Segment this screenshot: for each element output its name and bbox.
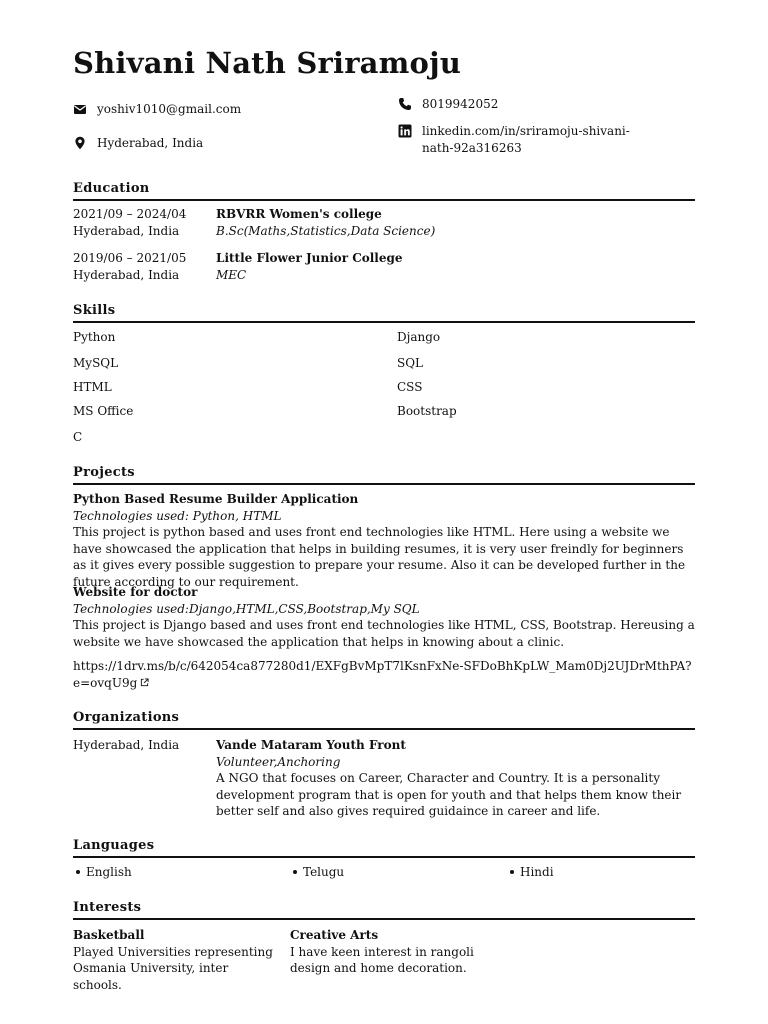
skill-item: CSS bbox=[397, 380, 423, 394]
section-title-education: Education bbox=[73, 180, 695, 201]
interest-item bbox=[290, 927, 490, 977]
envelope-icon bbox=[73, 102, 87, 116]
organization-place: Hyderabad, India bbox=[73, 738, 180, 752]
organization-name: Vande Mataram Youth Front bbox=[216, 738, 406, 752]
interest-title: Basketball bbox=[73, 928, 145, 942]
map-pin-icon bbox=[73, 136, 87, 150]
project-item bbox=[73, 584, 695, 691]
section-title-organizations: Organizations bbox=[73, 709, 695, 730]
location-text: Hyderabad, India bbox=[97, 136, 204, 150]
project-title: Website for doctor bbox=[73, 585, 198, 599]
education-school: RBVRR Women's college bbox=[216, 207, 382, 221]
education-school: Little Flower Junior College bbox=[216, 251, 403, 265]
contact-linkedin[interactable] bbox=[398, 123, 698, 157]
project-description: This project is python based and uses front end technologies like HTML. Here using a website we have showcased the application that helps in building resumes, it is very user freindly for beginners as it gives every possible suggestion to prepare your resume. Also it can be developed further in the future according to our requirement. bbox=[73, 525, 686, 589]
language-item bbox=[76, 864, 132, 881]
bullet-icon bbox=[293, 870, 297, 874]
organization-role: Volunteer,Anchoring bbox=[216, 754, 341, 769]
bullet-icon bbox=[76, 870, 80, 874]
email-text: yoshiv1010@gmail.com bbox=[97, 102, 242, 116]
contact-email[interactable] bbox=[73, 101, 241, 118]
project-description: This project is Django based and uses front end technologies like HTML, CSS, Bootstrap. Hereusing a website we have showcased the application that helps in knowing about a clinic. bbox=[73, 618, 695, 649]
skill-item: C bbox=[73, 430, 83, 444]
skill-item: HTML bbox=[73, 380, 112, 394]
organization-description: A NGO that focuses on Career, Character and Country. It is a personality development program that is open for youth and that helps them know their better self and also gives required guidaince in career and life. bbox=[216, 771, 682, 818]
skill-item: Python bbox=[73, 330, 116, 344]
interest-item bbox=[73, 927, 273, 993]
linkedin-icon bbox=[398, 124, 412, 138]
interest-title: Creative Arts bbox=[290, 928, 379, 942]
interest-description: I have keen interest in rangoli design and home decoration. bbox=[290, 944, 474, 975]
skill-item: MS Office bbox=[73, 404, 134, 418]
skill-item: Bootstrap bbox=[397, 404, 457, 418]
bullet-icon bbox=[510, 870, 514, 874]
interest-description: Played Universities representing Osmania University, inter schools. bbox=[73, 944, 273, 992]
candidate-name: Shivani Nath Sriramoju bbox=[73, 46, 462, 80]
project-tech: Technologies used: Python, HTML bbox=[73, 508, 282, 523]
section-title-interests: Interests bbox=[73, 899, 695, 920]
contact-location bbox=[73, 135, 203, 152]
education-dates: 2019/06 – 2021/05 bbox=[73, 251, 187, 265]
language-label: Hindi bbox=[520, 865, 554, 879]
skill-item: SQL bbox=[397, 356, 424, 370]
contact-phone[interactable] bbox=[398, 96, 498, 113]
language-item bbox=[293, 864, 344, 881]
project-item bbox=[73, 491, 695, 590]
organization-item bbox=[73, 737, 695, 827]
language-label: Telugu bbox=[303, 865, 345, 879]
education-item bbox=[73, 206, 695, 242]
project-tech: Technologies used:Django,HTML,CSS,Bootstrap,My SQL bbox=[73, 601, 420, 616]
linkedin-text: linkedin.com/in/sriramoju-shivani-nath-92a316263 bbox=[422, 124, 630, 155]
section-title-projects: Projects bbox=[73, 464, 695, 485]
language-item bbox=[510, 864, 554, 881]
skill-item: Django bbox=[397, 330, 441, 344]
external-link-icon bbox=[140, 678, 149, 687]
language-label: English bbox=[86, 865, 132, 879]
phone-icon bbox=[398, 97, 412, 111]
education-degree: B.Sc(Maths,Statistics,Data Science) bbox=[216, 224, 436, 238]
skill-item: MySQL bbox=[73, 356, 119, 370]
section-title-skills: Skills bbox=[73, 302, 695, 323]
education-place: Hyderabad, India bbox=[73, 224, 180, 238]
education-item bbox=[73, 250, 695, 286]
project-link[interactable] bbox=[73, 658, 695, 691]
education-place: Hyderabad, India bbox=[73, 268, 180, 282]
section-title-languages: Languages bbox=[73, 837, 695, 858]
education-degree: MEC bbox=[216, 268, 247, 282]
education-dates: 2021/09 – 2024/04 bbox=[73, 207, 187, 221]
project-link-text[interactable]: https://1drv.ms/b/c/642054ca877280d1/EXFgBvMpT7lKsnFxNe-SFDoBhKpLW_Mam0Dj2UJDrMthPA?e=ovqU9g bbox=[73, 659, 692, 690]
phone-text: 8019942052 bbox=[422, 97, 499, 111]
project-title: Python Based Resume Builder Application bbox=[73, 492, 359, 506]
